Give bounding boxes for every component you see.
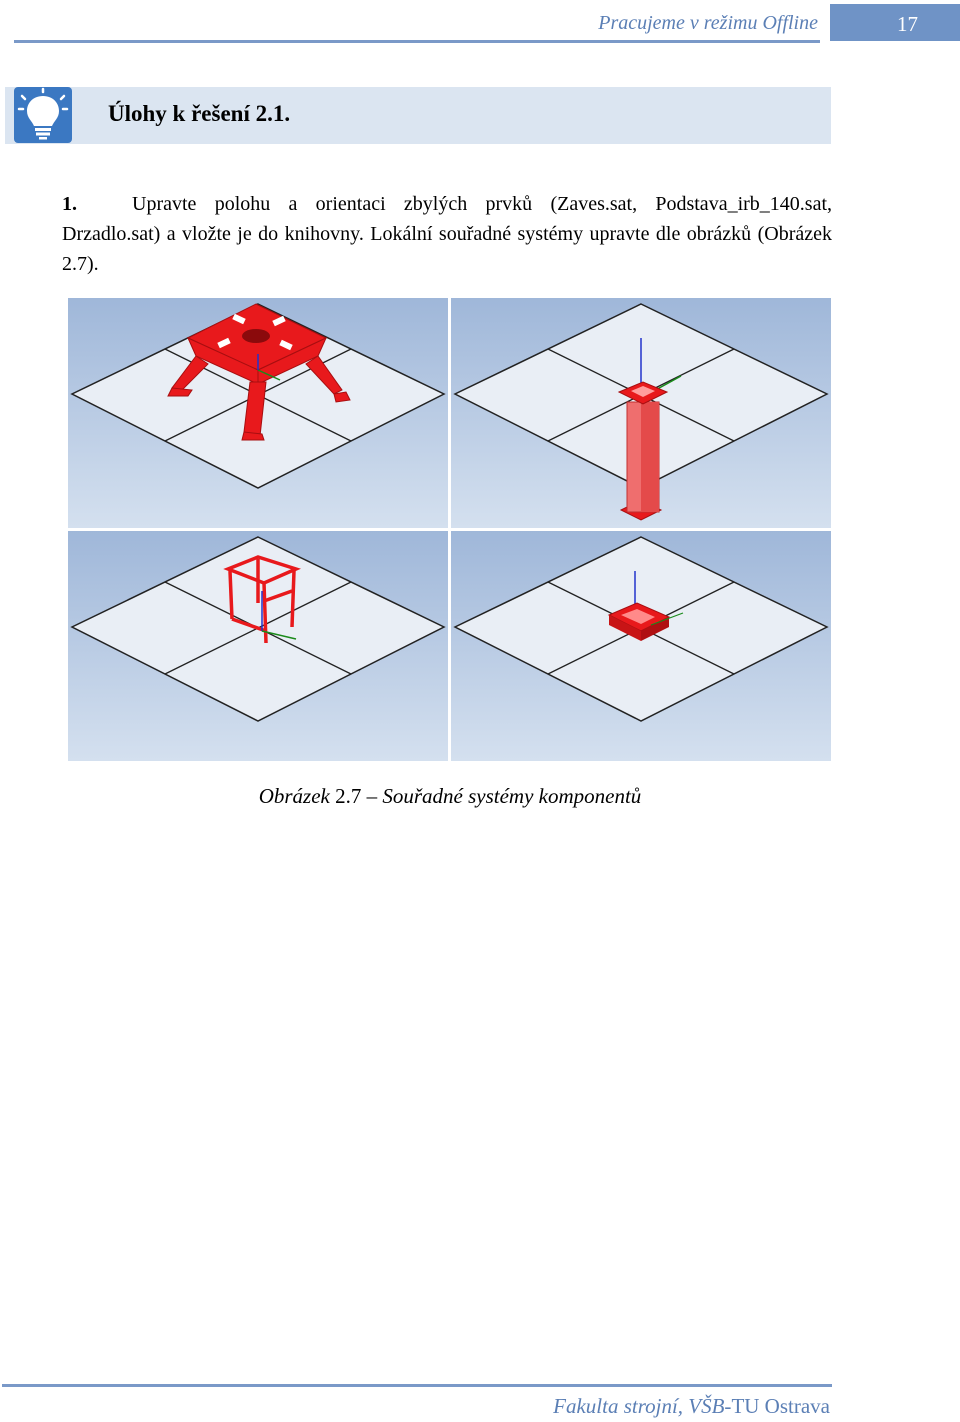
panel-drzadlo-frame	[68, 531, 448, 761]
panel-zaves	[68, 298, 448, 528]
figure-2-7	[66, 296, 832, 762]
footer-rule	[2, 1384, 832, 1387]
footer-university: TU Ostrava	[731, 1394, 830, 1418]
caption-separator: –	[366, 784, 378, 808]
footer	[420, 1394, 830, 1419]
caption-label: Obrázek	[258, 784, 330, 808]
footer-faculty: Fakulta strojní, VŠB-	[553, 1394, 732, 1418]
page-number: 17	[897, 12, 918, 36]
task-text: Upravte polohu a orientaci zbylých prvků (Zaves.sat, Podstava_irb_140.sat, Drzadlo.sat) a vložte je do knihovny. Lokální souřadné systémy upravte dle obrázků (Obrázek 2.7).	[62, 193, 832, 275]
running-title: Pracujeme v režimu Offline	[598, 12, 818, 34]
task-number: 1.	[62, 193, 77, 215]
panel-podstava	[451, 298, 831, 528]
caption-number: 2.7	[335, 784, 362, 808]
figure-caption	[0, 784, 900, 809]
panel-drzadlo-block	[451, 531, 831, 761]
task-paragraph	[62, 189, 832, 279]
header-rule	[14, 40, 820, 43]
caption-text: Souřadné systémy komponentů	[382, 784, 642, 808]
lightbulb-icon	[14, 87, 72, 143]
task-banner-title: Úlohy k řešení 2.1.	[108, 101, 291, 126]
